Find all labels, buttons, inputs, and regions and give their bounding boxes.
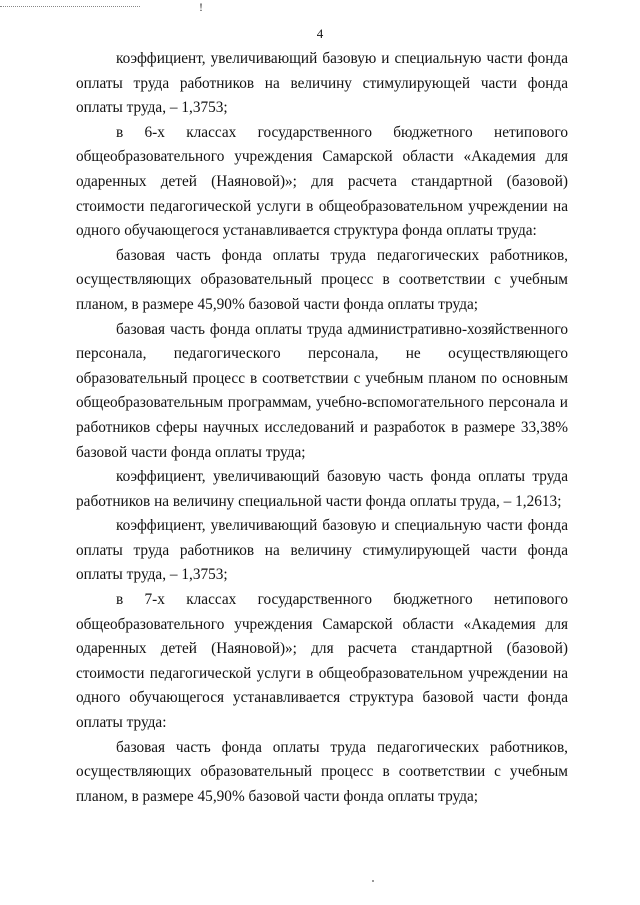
paragraph-coefficient-stimulating-7: коэффициент, увеличивающий базовую и специальную части фонда оплаты труда работников на величину стимулирующей части фонда оплаты труда, – 1,3753; [76,517,568,584]
paragraph-grade-6-structure: в 6-х классах государственного бюджетного нетипового общеобразовательного учреждения Самарской области «Академия для одаренных детей (Наяновой)»; для расчета стандартной (базовой) стоимости педагогической услуги в общеобразовательном учреждении на одного обучающегося устанавливается структура фонда оплаты труда: [76,123,568,240]
paragraph-coefficient-special: коэффициент, увеличивающий базовую часть фонда оплаты труда работников на величину специальной части фонда оплаты труда, – 1,2613; [76,468,568,510]
paragraph-coefficient-stimulating-6: коэффициент, увеличивающий базовую и специальную части фонда оплаты труда работников на величину стимулирующей части фонда оплаты труда, – 1,3753; [76,50,568,117]
top-margin-mark: ! [199,0,203,14]
top-dotted-rule [0,6,140,7]
paragraph-grade-7-pedagogical-share: базовая часть фонда оплаты труда педагогических работников, осуществляющих образовательный процесс в соответствии с учебным планом, в размере 45,90% базовой части фонда оплаты труда; [76,738,568,805]
paragraph-grade-6-pedagogical-share: базовая часть фонда оплаты труда педагогических работников, осуществляющих образовательный процесс в соответствии с учебным планом, в размере 45,90% базовой части фонда оплаты труда; [76,246,568,313]
paragraph-grade-6-administrative-share: базовая часть фонда оплаты труда административно-хозяйственного персонала, педагогического персонала, не осуществляющего образовательный процесс в соответствии с учебным планом по основным общеобразовательным программам, учебно-вспомогательного персонала и работников сферы научных исследований и разработок в размере 33,38% базовой части фонда оплаты труда; [76,320,568,461]
page-number: 4 [316,26,324,41]
paragraph-grade-7-structure: в 7-х классах государственного бюджетного нетипового общеобразовательного учреждения Самарской области «Академия для одаренных детей (Наяновой)»; для расчета стандартной (базовой) стоимости педагогической услуги в общеобразовательном учреждении на одного обучающегося устанавливается структура базовой части фонда оплаты труда: [76,591,568,732]
document-body [76,47,568,809]
scan-speck [372,880,374,882]
